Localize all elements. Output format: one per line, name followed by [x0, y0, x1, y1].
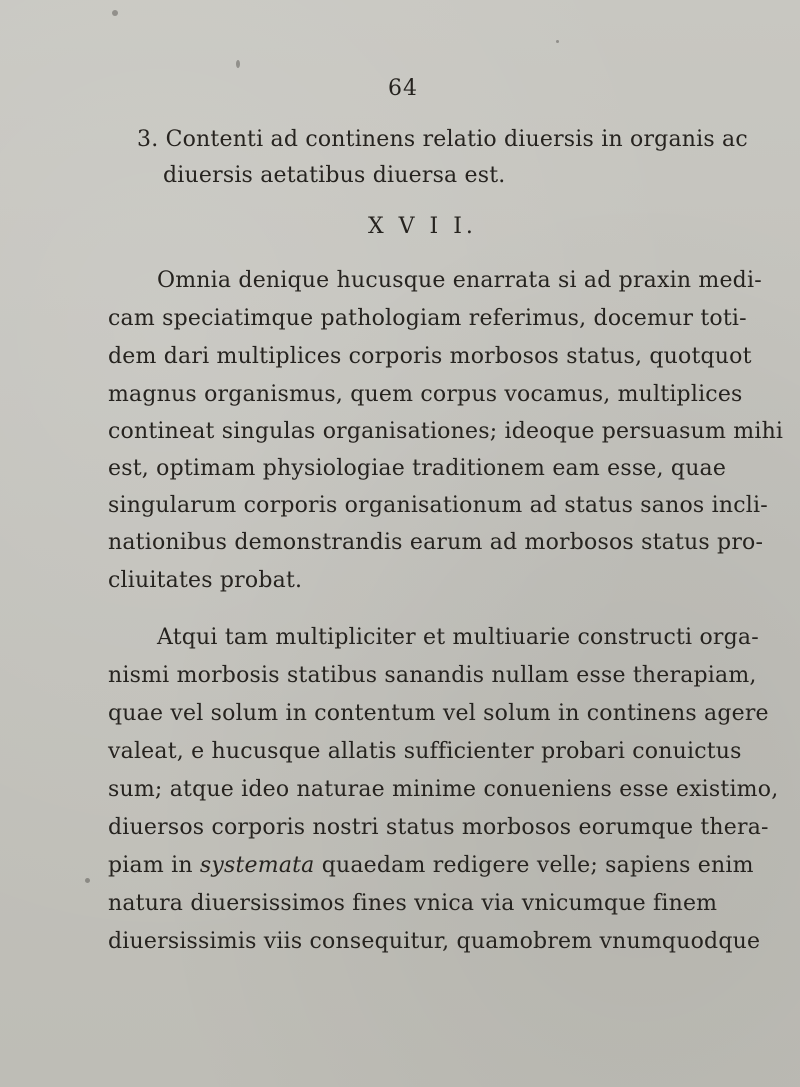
text-line: Omnia denique hucusque enarrata si ad praxin medi-: [157, 268, 762, 293]
text-line: contineat singulas organisationes; ideoque persuasum mihi: [108, 419, 784, 444]
text-fragment: piam in: [108, 853, 200, 878]
italic-word: systemata: [199, 853, 315, 878]
text-line: magnus organismus, quem corpus vocamus, multiplices: [108, 382, 743, 407]
text-line: est, optimam physiologiae traditionem eam esse, quae: [108, 456, 727, 481]
text-line: sum; atque ideo naturae minime conueniens esse existimo,: [108, 777, 779, 802]
text-line: natura diuersissimos fines vnica via vnicumque finem: [108, 891, 718, 916]
text-line: valeat, e hucusque allatis sufficienter probari conuictus: [108, 739, 742, 764]
text-line: 3. Contenti ad continens relatio diuersis in organis ac: [137, 127, 748, 152]
text-line: cam speciatimque pathologiam referimus, docemur toti-: [108, 306, 747, 331]
paper-speck: [556, 40, 559, 43]
page-number: 64: [388, 76, 418, 101]
paper-speck: [112, 10, 118, 16]
text-line: quae vel solum in contentum vel solum in continens agere: [108, 701, 769, 726]
text-line: [108, 853, 754, 878]
text-line: singularum corporis organisationum ad status sanos incli-: [108, 493, 768, 518]
text-line: dem dari multiplices corporis morbosos status, quotquot: [108, 344, 752, 369]
text-line: diuersissimis viis consequitur, quamobrem vnumquodque: [108, 929, 761, 954]
text-line: diuersos corporis nostri status morbosos eorumque thera-: [108, 815, 769, 840]
text-line: diuersis aetatibus diuersa est.: [163, 163, 506, 188]
paper-speck: [85, 878, 90, 883]
text-line: nationibus demonstrandis earum ad morbosos status pro-: [108, 530, 764, 555]
text-line: Atqui tam multipliciter et multiuarie constructi orga-: [157, 625, 759, 650]
section-heading: X V I I.: [368, 214, 477, 239]
text-line: cliuitates probat.: [108, 568, 303, 593]
text-line: nismi morbosis statibus sanandis nullam esse therapiam,: [108, 663, 757, 688]
text-fragment: quaedam redigere velle; sapiens enim: [314, 853, 754, 878]
paper-speck: [236, 60, 240, 68]
